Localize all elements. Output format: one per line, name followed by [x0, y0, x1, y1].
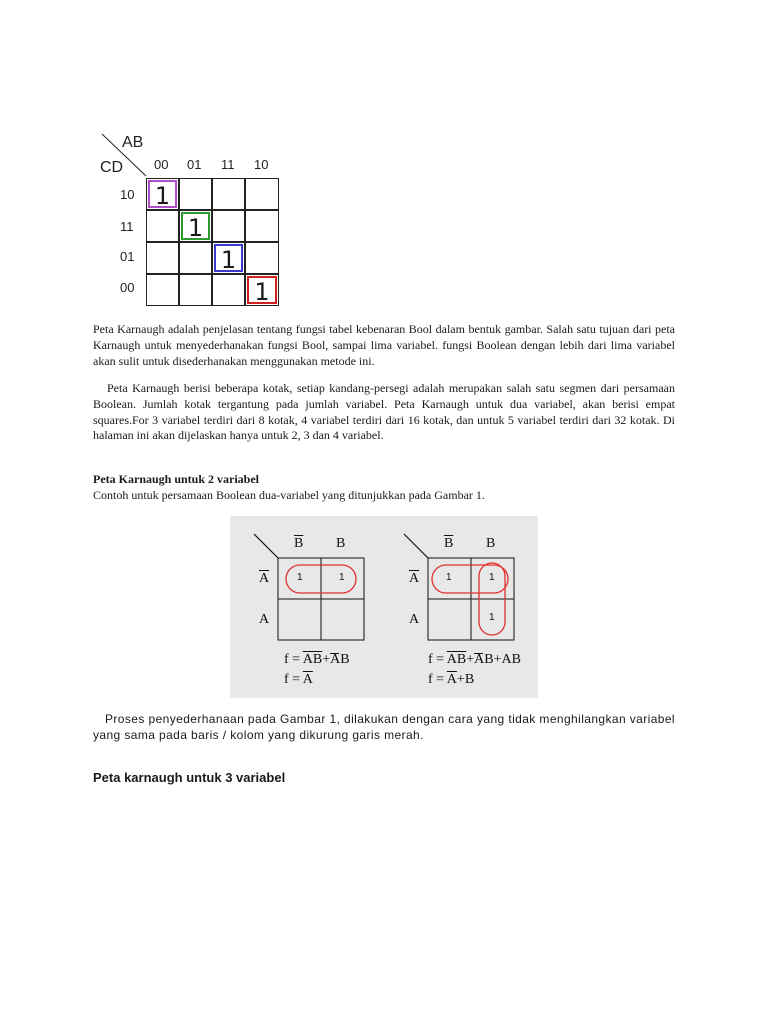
- kmap-one-group-red: 1: [247, 276, 277, 304]
- kmap-col-header: 00: [154, 157, 169, 172]
- row-header-a-bar: $\overline{A}$: [259, 571, 270, 586]
- kmap-cell: [212, 274, 245, 306]
- kmap-cell-value: 1: [297, 572, 303, 583]
- row-header-a: A: [409, 612, 420, 627]
- kmap-cell: [245, 242, 279, 274]
- kmap-col-header: 01: [187, 157, 202, 172]
- kmap-row-header: 00: [120, 280, 135, 295]
- kmap-grid: [146, 178, 279, 306]
- kmap-row-header: 11: [120, 219, 134, 234]
- equation-left-2: $f = \overline{A}$: [284, 672, 313, 687]
- equation-left-1: $f = \overline{AB}+AB$: [284, 652, 350, 667]
- row-header-a-bar: $\overline{A}$: [409, 571, 420, 586]
- kmap-one-group-blue: 1: [214, 244, 243, 272]
- kmap-cell: [179, 274, 212, 306]
- kmap-cell: [146, 210, 179, 242]
- equation-right-2: $f = \overline{A}+B$: [428, 672, 475, 687]
- kmap-one-group-green: 1: [181, 212, 210, 240]
- kmap-cell-value: 1: [489, 612, 495, 623]
- figure-1-two-variable-kmaps: [230, 516, 538, 698]
- kmap-cell: [146, 242, 179, 274]
- kmap-cell: [179, 178, 212, 210]
- kmap-cell: [245, 210, 279, 242]
- col-header-b: B: [486, 536, 496, 551]
- kmap-cell: [179, 242, 212, 274]
- kmap-row-header: 01: [120, 249, 135, 264]
- paragraph-intro: Peta Karnaugh adalah penjelasan tentang fungsi tabel kebenaran Bool dalam bentuk gambar. Salah satu tujuan dari peta Karnaugh untuk menyederhanakan fungsi Bool, sampai lima variabel. fungsi Boolean dengan lebih dari lima variabel akan sulit untuk disederhanakan menggunakan metode ini.: [93, 322, 675, 368]
- section-heading-2-variable: Peta Karnaugh untuk 2 variabel: [93, 472, 260, 486]
- kmap-cell: [245, 178, 279, 210]
- col-header-b: B: [336, 536, 346, 551]
- kmap-cell: [146, 274, 179, 306]
- section-intro-2-variable: Contoh untuk persamaan Boolean dua-variabel yang ditunjukkan pada Gambar 1.: [93, 488, 485, 502]
- row-header-a: A: [259, 612, 270, 627]
- col-header-b-bar: $\overline{B}$: [294, 536, 304, 551]
- term: AB: [330, 652, 350, 667]
- kmap-col-header: 11: [221, 157, 235, 172]
- kmap-cell: [212, 178, 245, 210]
- kmap-4-variable: [96, 130, 296, 310]
- paragraph-kmap-structure: Peta Karnaugh berisi beberapa kotak, setiap kandang-persegi adalah merupakan salah satu segmen dari persamaan Boolean. Jumlah kotak tergantung pada jumlah variabel. Peta Karnaugh untuk dua variabel, akan berisi empat squares.For 3 variabel terdiri dari 8 kotak, 4 variabel terdiri dari 16 kotak, dan untuk 5 variabel terdiri dari 32 kotak. Di halaman ini akan dijelaskan hanya untuk 2, 3 dan 4 variabel.: [93, 381, 675, 443]
- kmap-col-header: 10: [254, 157, 269, 172]
- paragraph-simplification: Proses penyederhanaan pada Gambar 1, dilakukan dengan cara yang tidak menghilangkan variabel yang sama pada baris / kolom yang dikurung garis merah.: [93, 712, 675, 742]
- kmap-col-variable: AB: [122, 134, 144, 151]
- section-heading-3-variable: Peta karnaugh untuk 3 variabel: [93, 770, 286, 785]
- kmap-row-header: 10: [120, 187, 135, 202]
- equation-right-1: $f = \overline{AB}+AB+AB$: [428, 652, 521, 667]
- kmap-row-variable: CD: [100, 159, 124, 176]
- kmap-cell-value: 1: [339, 572, 345, 583]
- kmap-one-group-purple: 1: [148, 180, 177, 208]
- kmap-cell: [212, 210, 245, 242]
- kmap-cell-value: 1: [489, 572, 495, 583]
- kmap-cell-value: 1: [446, 572, 452, 583]
- term: $\overline{AB}$: [302, 652, 323, 667]
- col-header-b-bar: $\overline{B}$: [444, 536, 454, 551]
